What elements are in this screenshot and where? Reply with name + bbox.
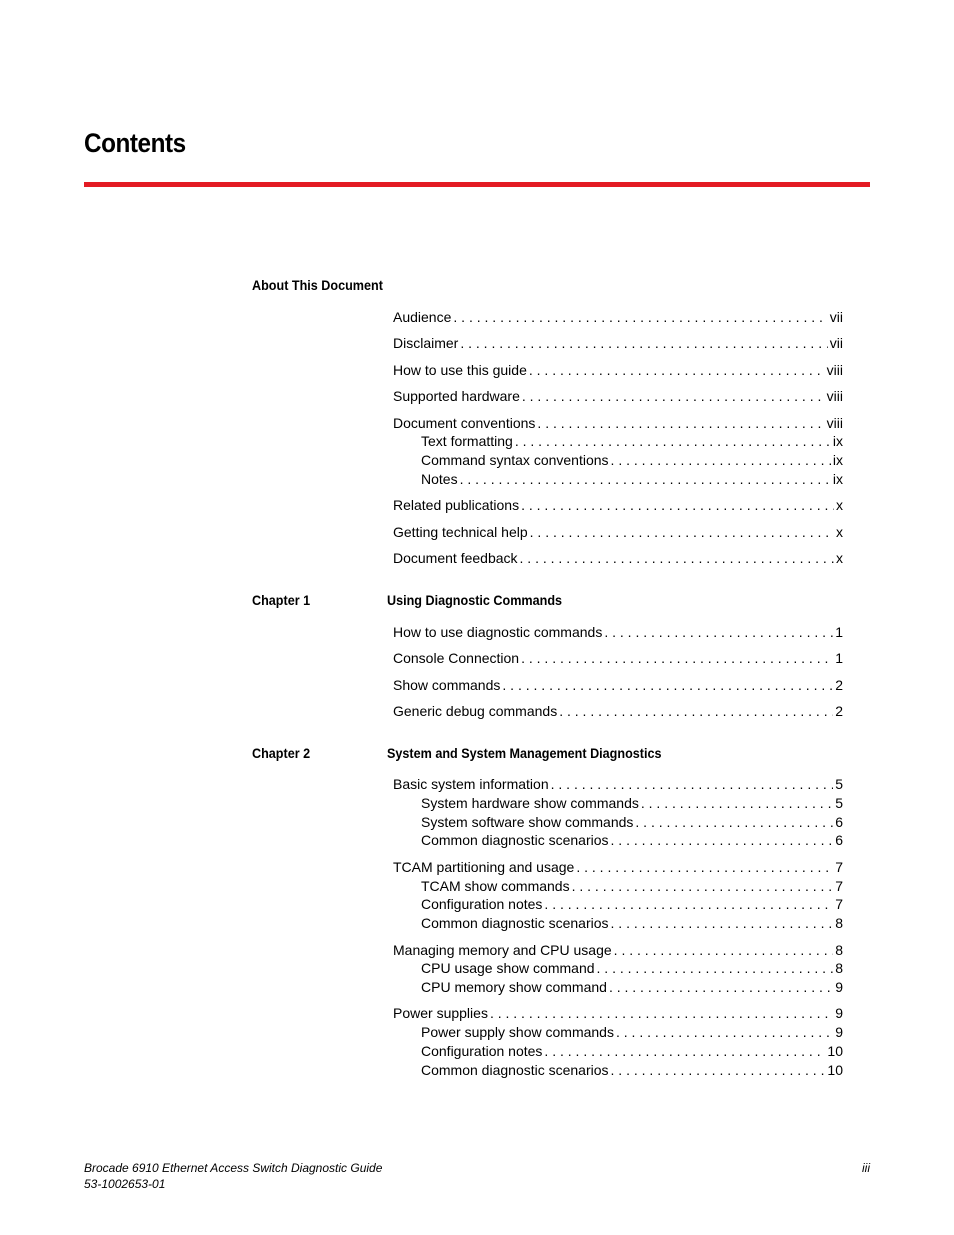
toc-entry[interactable]: Console Connection . . . 1 xyxy=(393,649,843,667)
toc-entry[interactable]: Getting technical help . . . x xyxy=(393,523,843,541)
toc-entry[interactable]: Document feedback . . . x xyxy=(393,549,843,567)
title-rule xyxy=(84,182,870,187)
toc-entry[interactable]: Document conventions . . . viii xyxy=(393,414,843,432)
toc-entry[interactable]: Command syntax conventions . . . ix xyxy=(421,451,843,469)
toc-entry[interactable]: Common diagnostic scenarios . . . 6 xyxy=(421,831,843,849)
toc-entry[interactable]: Related publications . . . x xyxy=(393,496,843,514)
chapter-label: Chapter 1 xyxy=(252,592,311,608)
toc-entry[interactable]: How to use diagnostic commands . . . 1 xyxy=(393,623,843,641)
toc-entry[interactable]: CPU memory show command . . . 9 xyxy=(421,978,843,996)
toc-entry[interactable]: TCAM show commands . . . 7 xyxy=(421,877,843,895)
page-title: Contents xyxy=(84,128,186,158)
toc-entry[interactable]: Configuration notes . . . 7 xyxy=(421,895,843,913)
toc-entry[interactable]: TCAM partitioning and usage . . . 7 xyxy=(393,858,843,876)
toc-entry[interactable]: Basic system information . . . 5 xyxy=(393,775,843,793)
section-heading: About This Document xyxy=(252,277,383,293)
footer-page-number: iii xyxy=(862,1161,870,1175)
toc-entry[interactable]: Disclaimer . . . vii xyxy=(393,334,843,352)
toc-entry[interactable]: Common diagnostic scenarios . . . 10 xyxy=(421,1061,843,1079)
footer-doc-number: 53-1002653-01 xyxy=(84,1177,166,1191)
toc-entry[interactable]: CPU usage show command . . . 8 xyxy=(421,959,843,977)
chapter-title[interactable]: Using Diagnostic Commands xyxy=(387,592,563,608)
toc-entry[interactable]: Audience . . . vii xyxy=(393,308,843,326)
toc-entry[interactable]: Notes . . . ix xyxy=(421,470,843,488)
toc-entry[interactable]: How to use this guide . . . viii xyxy=(393,361,843,379)
toc-entry[interactable]: Managing memory and CPU usage . . . 8 xyxy=(393,941,843,959)
toc-entry[interactable]: Configuration notes . . . 10 xyxy=(421,1042,843,1060)
page-footer xyxy=(84,1160,870,1192)
toc-entry[interactable]: Text formatting . . . ix xyxy=(421,432,843,450)
chapter-title[interactable]: System and System Management Diagnostics xyxy=(387,745,662,761)
footer-doc-title: Brocade 6910 Ethernet Access Switch Diagnostic Guide xyxy=(84,1161,383,1175)
toc-entry[interactable]: Supported hardware . . . viii xyxy=(393,387,843,405)
toc-entry[interactable]: Power supply show commands . . . 9 xyxy=(421,1023,843,1041)
toc-entry[interactable]: System software show commands . . . 6 xyxy=(421,813,843,831)
toc-entry[interactable]: Show commands . . . 2 xyxy=(393,676,843,694)
toc-entry[interactable]: Generic debug commands . . . 2 xyxy=(393,702,843,720)
toc-entry[interactable]: System hardware show commands . . . 5 xyxy=(421,794,843,812)
toc-entry[interactable]: Common diagnostic scenarios . . . 8 xyxy=(421,914,843,932)
toc-entry[interactable]: Power supplies . . . 9 xyxy=(393,1004,843,1022)
chapter-label: Chapter 2 xyxy=(252,745,311,761)
